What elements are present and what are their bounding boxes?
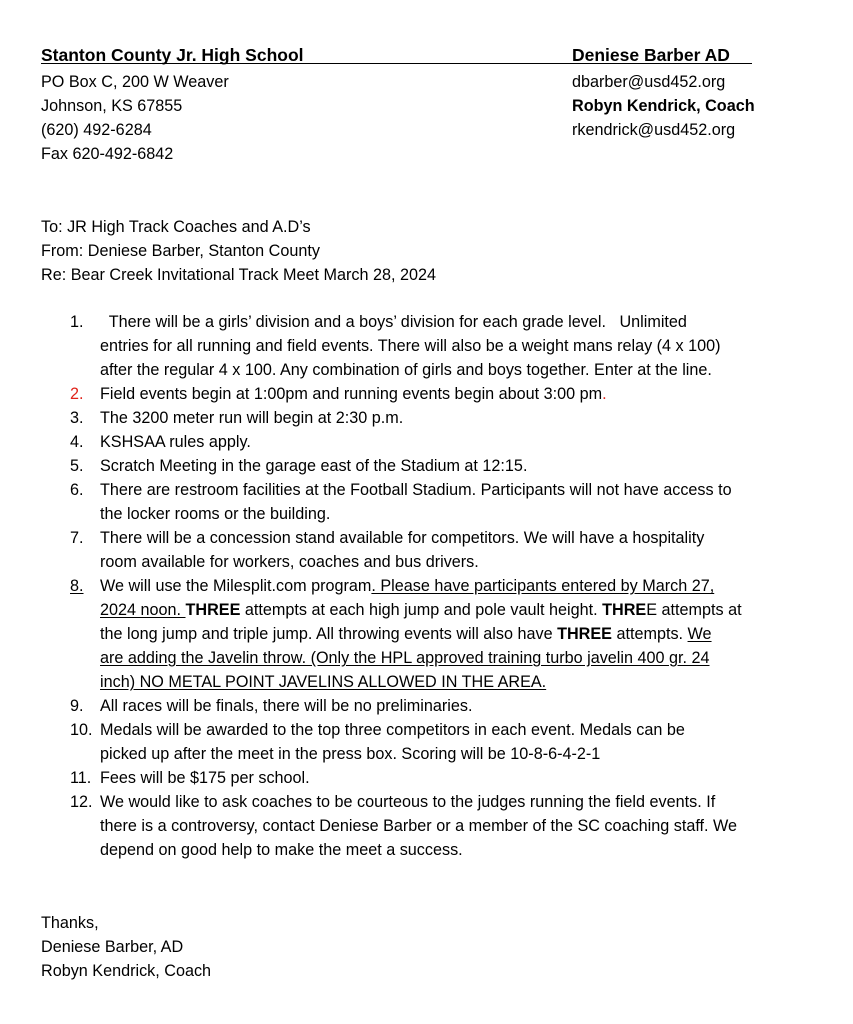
coach-email: rkendrick@usd452.org [572,121,736,139]
signature-coach: Robyn Kendrick, Coach [41,962,212,980]
coach-name: Robyn Kendrick, Coach [572,97,755,115]
item-text: There will be a concession stand available for competitors. We will have a hospitality [100,529,705,547]
phone-line: (620) 492-6284 [41,121,152,139]
address-line: PO Box C, 200 W Weaver [41,73,229,91]
item-text: All races will be finals, there will be no preliminaries. [100,697,473,715]
item-text [100,382,820,406]
meet-info-list [70,310,820,862]
item-text-period: . [602,385,607,403]
item-number: 4. [70,433,84,451]
item-text: There are restroom facilities at the Football Stadium. Participants will not have access to [100,481,732,499]
list-item [70,310,820,382]
item-text [100,574,820,598]
list-item [70,382,820,406]
item-text: after the regular 4 x 100. Any combination of girls and boys together. Enter at the line. [100,361,712,379]
item-text: KSHSAA rules apply. [100,433,251,451]
item-number: 9. [70,697,84,715]
item-text: depend on good help to make the meet a success. [100,841,463,859]
item-text [100,622,820,646]
item-text: The 3200 meter run will begin at 2:30 p.m. [100,409,404,427]
item-number: 6. [70,481,84,499]
item-number: 2. [70,385,84,403]
athletic-director-name: Deniese Barber AD [572,45,730,65]
item-text-part: E attempts at [646,601,742,619]
item-number: 12. [70,793,93,811]
item-text-part: the long jump and triple jump. All throwing events will also have [100,625,558,643]
header-underline [41,63,752,64]
list-item [70,406,820,430]
item-text: There will be a girls’ division and a boys’ division for each grade level. Unlimited [100,313,687,331]
memo-re: Re: Bear Creek Invitational Track Meet March 28, 2024 [41,266,436,284]
item-text: picked up after the meet in the press box. Scoring will be 10-8-6-4-2-1 [100,745,601,763]
item-text-underlined: are adding the Javelin throw. (Only the HPL approved training turbo javelin 400 gr. 24 [100,649,710,667]
list-item [70,766,820,790]
list-item [70,790,820,862]
address-line: Johnson, KS 67855 [41,97,183,115]
item-number: 3. [70,409,84,427]
item-number: 11. [70,769,92,787]
closing-thanks: Thanks, [41,914,99,932]
memo-to: To: JR High Track Coaches and A.D’s [41,218,311,236]
item-text-underlined: inch) NO METAL POINT JAVELINS ALLOWED IN THE AREA. [100,673,547,691]
list-item [70,694,820,718]
item-number: 1. [70,313,84,331]
item-text: Medals will be awarded to the top three competitors in each event. Medals can be [100,721,685,739]
fax-line: Fax 620-492-6842 [41,145,174,163]
item-text-underlined: . Please have participants entered by March 27, [371,577,715,595]
ad-email: dbarber@usd452.org [572,73,726,91]
list-item [70,526,820,574]
item-text: the locker rooms or the building. [100,505,331,523]
item-number: 10. [70,721,93,739]
item-text: We would like to ask coaches to be courteous to the judges running the field events. If [100,793,716,811]
item-text [100,598,820,622]
item-text-part: attempts at each high jump and pole vault height. [240,601,603,619]
item-text-part: attempts. [611,625,688,643]
item-text: entries for all running and field events. There will also be a weight mans relay (4 x 100) [100,337,721,355]
item-text: there is a controversy, contact Deniese Barber or a member of the SC coaching staff. We [100,817,738,835]
item-text-part: We will use the Milesplit.com program [100,577,372,595]
list-item [70,454,820,478]
item-text-bold: THRE [602,601,647,619]
memo-from: From: Deniese Barber, Stanton County [41,242,320,260]
item-number: 7. [70,529,84,547]
item-text-underlined: We [687,625,712,643]
item-text-bold: THREE [185,601,241,619]
school-name: Stanton County Jr. High School [41,45,304,65]
list-item [70,574,820,694]
item-text: room available for workers, coaches and bus drivers. [100,553,479,571]
item-text-underlined: 2024 noon. [100,601,186,619]
item-number: 5. [70,457,84,475]
item-text-bold: THREE [557,625,612,643]
signature-ad: Deniese Barber, AD [41,938,184,956]
item-number: 8. [70,577,84,595]
list-item [70,478,820,526]
item-text: Scratch Meeting in the garage east of the Stadium at 12:15. [100,457,528,475]
list-item [70,430,820,454]
item-text: Fees will be $175 per school. [100,769,310,787]
item-text-main: Field events begin at 1:00pm and running events begin about 3:00 pm [100,385,603,403]
list-item [70,718,820,766]
